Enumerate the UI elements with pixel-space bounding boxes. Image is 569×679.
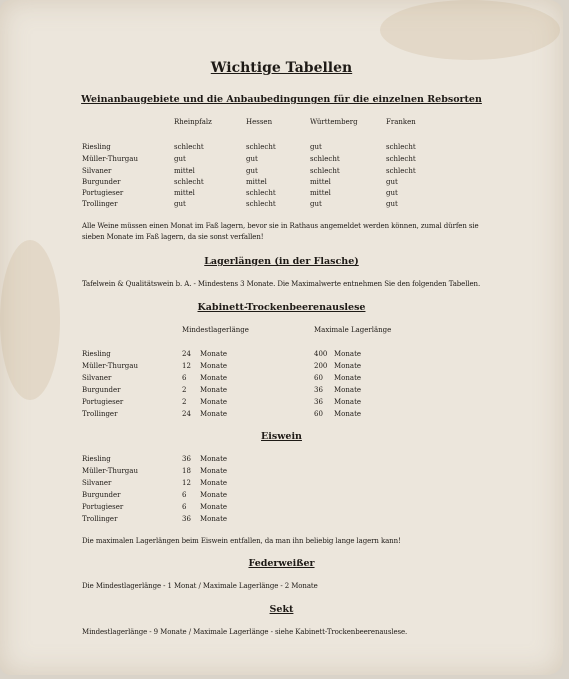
table-cell: schlecht — [246, 200, 276, 208]
row-label: Silvaner — [82, 374, 112, 382]
table-cell: schlecht — [386, 167, 416, 175]
table-cell: gut — [174, 200, 186, 208]
column-header: Mindestlagerlänge — [182, 326, 249, 334]
section-heading-sekt: Sekt — [269, 604, 294, 615]
table-cell: schlecht — [174, 178, 204, 186]
unit: Monate — [200, 503, 228, 511]
note-text: sieben Monate im Faß lagern, da sie sonst verfallen! — [82, 233, 264, 241]
min-value: 6 — [182, 491, 187, 499]
column-header: Rheinpfalz — [174, 118, 212, 126]
row-label: Riesling — [82, 455, 111, 463]
row-label: Riesling — [82, 143, 111, 151]
section-heading-eiswein: Eiswein — [261, 431, 302, 442]
min-value: 2 — [182, 386, 187, 394]
table-cell: mittel — [310, 189, 331, 197]
row-label: Burgunder — [82, 178, 121, 186]
min-value: 6 — [182, 503, 187, 511]
row-label: Trollinger — [82, 515, 118, 523]
row-label: Müller-Thurgau — [82, 467, 138, 475]
unit: Monate — [200, 374, 228, 382]
row-label: Trollinger — [82, 410, 118, 418]
max-value: 200 — [314, 362, 328, 370]
column-header: Hessen — [246, 118, 273, 126]
table-cell: gut — [386, 178, 398, 186]
table-cell: gut — [174, 155, 186, 163]
table-cell: schlecht — [310, 167, 340, 175]
unit: Monate — [334, 398, 362, 406]
table-cell: mittel — [246, 178, 267, 186]
unit: Monate — [200, 398, 228, 406]
min-value: 24 — [182, 350, 191, 358]
table-cell: mittel — [310, 178, 331, 186]
row-label: Portugieser — [82, 398, 124, 406]
body-text: Die Mindestlagerlänge - 1 Monat / Maximale Lagerlänge - 2 Monate — [82, 582, 318, 590]
table-cell: schlecht — [310, 155, 340, 163]
note-text: Alle Weine müssen einen Monat im Faß lagern, bevor sie in Rathaus angemeldet werden können, zumal dürfen sie — [82, 222, 479, 230]
note-text: Die maximalen Lagerlängen beim Eiswein entfallen, da man ihn beliebig lange lagern kann! — [82, 537, 401, 545]
max-value: 60 — [314, 410, 323, 418]
unit: Monate — [334, 386, 362, 394]
min-value: 18 — [182, 467, 191, 475]
table-cell: schlecht — [246, 143, 276, 151]
row-label: Silvaner — [82, 479, 112, 487]
row-label: Silvaner — [82, 167, 112, 175]
min-value: 36 — [182, 515, 191, 523]
max-value: 400 — [314, 350, 328, 358]
row-label: Müller-Thurgau — [82, 362, 138, 370]
body-text: Tafelwein & Qualitätswein b. A. - Mindestens 3 Monate. Die Maximalwerte entnehmen Sie den folgenden Tabellen. — [82, 280, 481, 288]
unit: Monate — [200, 479, 228, 487]
table-cell: gut — [310, 200, 322, 208]
table-cell: schlecht — [386, 143, 416, 151]
unit: Monate — [334, 362, 362, 370]
table-cell: schlecht — [246, 189, 276, 197]
unit: Monate — [200, 350, 228, 358]
min-value: 36 — [182, 455, 191, 463]
min-value: 12 — [182, 479, 191, 487]
unit: Monate — [200, 467, 228, 475]
min-value: 12 — [182, 362, 191, 370]
section-heading-federweisser: Federweißer — [248, 558, 315, 569]
table-cell: gut — [386, 200, 398, 208]
unit: Monate — [200, 491, 228, 499]
row-label: Riesling — [82, 350, 111, 358]
unit: Monate — [200, 362, 228, 370]
row-label: Burgunder — [82, 386, 121, 394]
table-cell: gut — [310, 143, 322, 151]
unit: Monate — [334, 410, 362, 418]
min-value: 24 — [182, 410, 191, 418]
table-cell: mittel — [174, 167, 195, 175]
paper-stain — [380, 0, 560, 60]
table-cell: gut — [246, 167, 258, 175]
max-value: 60 — [314, 374, 323, 382]
min-value: 2 — [182, 398, 187, 406]
section-heading-lagerlaengen: Lagerlängen (in der Flasche) — [204, 256, 359, 267]
column-header: Württemberg — [310, 118, 358, 126]
unit: Monate — [200, 386, 228, 394]
row-label: Trollinger — [82, 200, 118, 208]
max-value: 36 — [314, 398, 323, 406]
body-text: Mindestlagerlänge - 9 Monate / Maximale Lagerlänge - siehe Kabinett-Trockenbeerenauslese. — [82, 628, 408, 636]
row-label: Portugieser — [82, 189, 124, 197]
max-value: 36 — [314, 386, 323, 394]
table-cell: mittel — [174, 189, 195, 197]
row-label: Müller-Thurgau — [82, 155, 138, 163]
unit: Monate — [200, 515, 228, 523]
row-label: Burgunder — [82, 491, 121, 499]
section-heading-anbaugebiete: Weinanbaugebiete und die Anbaubedingungen für die einzelnen Rebsorten — [81, 94, 482, 105]
unit: Monate — [200, 410, 228, 418]
unit: Monate — [334, 374, 362, 382]
unit: Monate — [334, 350, 362, 358]
section-heading-kabinett: Kabinett-Trockenbeerenauslese — [197, 302, 366, 313]
table-cell: gut — [246, 155, 258, 163]
table-cell: schlecht — [386, 155, 416, 163]
column-header: Franken — [386, 118, 416, 126]
column-header: Maximale Lagerlänge — [314, 326, 392, 334]
page-title: Wichtige Tabellen — [210, 60, 353, 76]
table-cell: schlecht — [174, 143, 204, 151]
row-label: Portugieser — [82, 503, 124, 511]
min-value: 6 — [182, 374, 187, 382]
unit: Monate — [200, 455, 228, 463]
table-cell: gut — [386, 189, 398, 197]
